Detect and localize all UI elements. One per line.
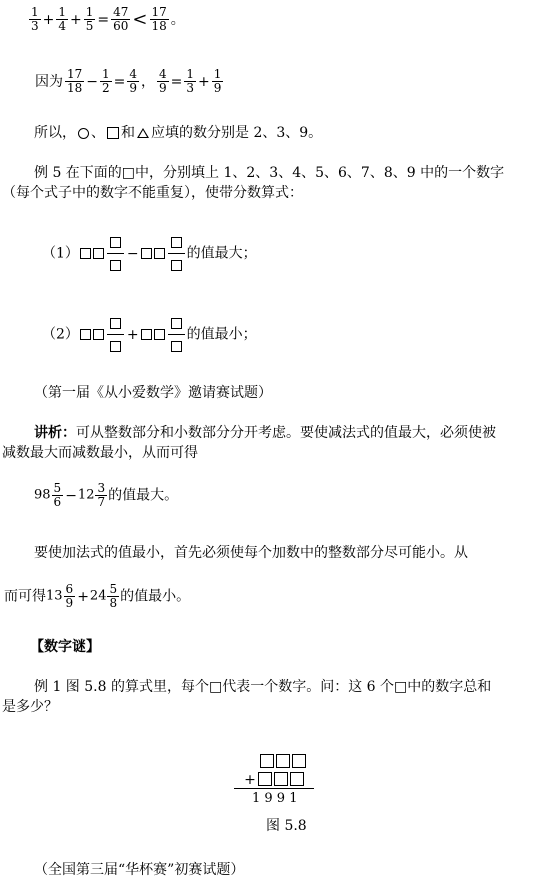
blank-box: [93, 329, 104, 340]
source-citation-2: （全国第三届“华杯赛”初赛试题）: [34, 862, 245, 878]
blank-box: [141, 248, 152, 259]
example-1-line-1: 例 1 图 5.8 的算式里，每个□代表一个数字。问：这 6 个□中的数字总和: [34, 679, 492, 695]
equation-line-2: 因为 $\frac{17}{18}$ − $\frac{1}{2}$ = $\frac{4}{9}$ ， $\frac{4}{9}$ = $\frac{1}{3}$ + $\frac{1}{9}$: [35, 67, 222, 95]
section-heading: 【数字谜】: [30, 639, 100, 655]
fraction: $\frac{5}{6}$: [53, 481, 62, 509]
para-2-line-1: 要使加法式的值最小，首先必须使每个加数中的整数部分尽可能小。从: [34, 545, 468, 561]
box-fraction: [168, 313, 185, 356]
equation-line-1: $\frac{1}{3}$ + $\frac{1}{4}$ + $\frac{1}{5}$ = $\frac{47}{60}$ < $\frac{17}{18}$ 。: [31, 5, 185, 33]
analysis-line-2: 减数最大而减数最小，从而可得: [2, 445, 198, 461]
circle-symbol-icon: [78, 128, 89, 139]
figure-caption: 图 5.8: [266, 818, 307, 834]
addend-row-2: +: [242, 771, 306, 790]
fraction: $\frac{4}{9}$: [159, 67, 167, 95]
blank-box: [80, 329, 91, 340]
fraction: $\frac{17}{18}$: [151, 5, 167, 33]
box-fraction: [107, 313, 124, 356]
fraction: $\frac{1}{5}$: [85, 5, 94, 33]
example-5-line-1: 例 5 在下面的□中，分别填上 1、2、3、4、5、6、7、8、9 中的一个数字: [34, 165, 505, 181]
sum-result: 1 9 9 1: [252, 791, 298, 806]
square-symbol-icon: [107, 127, 119, 139]
fraction: $\frac{6}{9}$: [65, 582, 74, 610]
fraction: $\frac{1}{3}$: [186, 67, 195, 95]
conclusion-line: 所以， 、 和 应填的数分别是 2、3、9。: [34, 125, 323, 141]
triangle-symbol-icon: [137, 128, 149, 138]
example-5-line-2: （每个式子中的数字不能重复），使带分数算式：: [2, 185, 303, 201]
example-1-line-2: 是多少？: [2, 699, 58, 715]
vertical-addition: [232, 750, 316, 806]
result-max: 98 $\frac{5}{6}$ −12 $\frac{3}{7}$ 的值最大。: [34, 481, 179, 509]
fraction: $\frac{5}{8}$: [109, 582, 118, 610]
fraction: $\frac{1}{9}$: [213, 67, 222, 95]
blank-box: [80, 248, 91, 259]
sum-line: [234, 788, 314, 789]
fraction: $\frac{3}{7}$: [97, 481, 106, 509]
box-fraction: [168, 232, 185, 275]
fraction: $\frac{1}{4}$: [58, 5, 67, 33]
expression-1: （1） − 的值最大；: [42, 232, 257, 275]
expression-2: （2） + 的值最小；: [42, 313, 257, 356]
fraction: $\frac{1}{3}$: [31, 5, 39, 33]
analysis-label: 讲析：: [34, 425, 76, 441]
blank-box: [154, 248, 165, 259]
blank-box: [154, 329, 165, 340]
blank-box: [93, 248, 104, 259]
result-min: 而可得13 $\frac{6}{9}$ +24 $\frac{5}{8}$ 的值最小。: [4, 582, 191, 610]
fraction: $\frac{4}{9}$: [129, 67, 138, 95]
analysis-line-1: 讲析：可从整数部分和小数部分分开考虑。要使减法式的值最大，必须使被: [34, 425, 496, 441]
box-fraction: [107, 232, 124, 275]
fraction: $\frac{47}{60}$: [113, 5, 129, 33]
addend-row-1: [260, 753, 308, 772]
blank-box: [141, 329, 152, 340]
fraction: $\frac{17}{18}$: [67, 67, 83, 95]
source-citation-1: （第一届《从小爱数学》邀请赛试题）: [34, 385, 272, 401]
fraction: $\frac{1}{2}$: [102, 67, 110, 95]
